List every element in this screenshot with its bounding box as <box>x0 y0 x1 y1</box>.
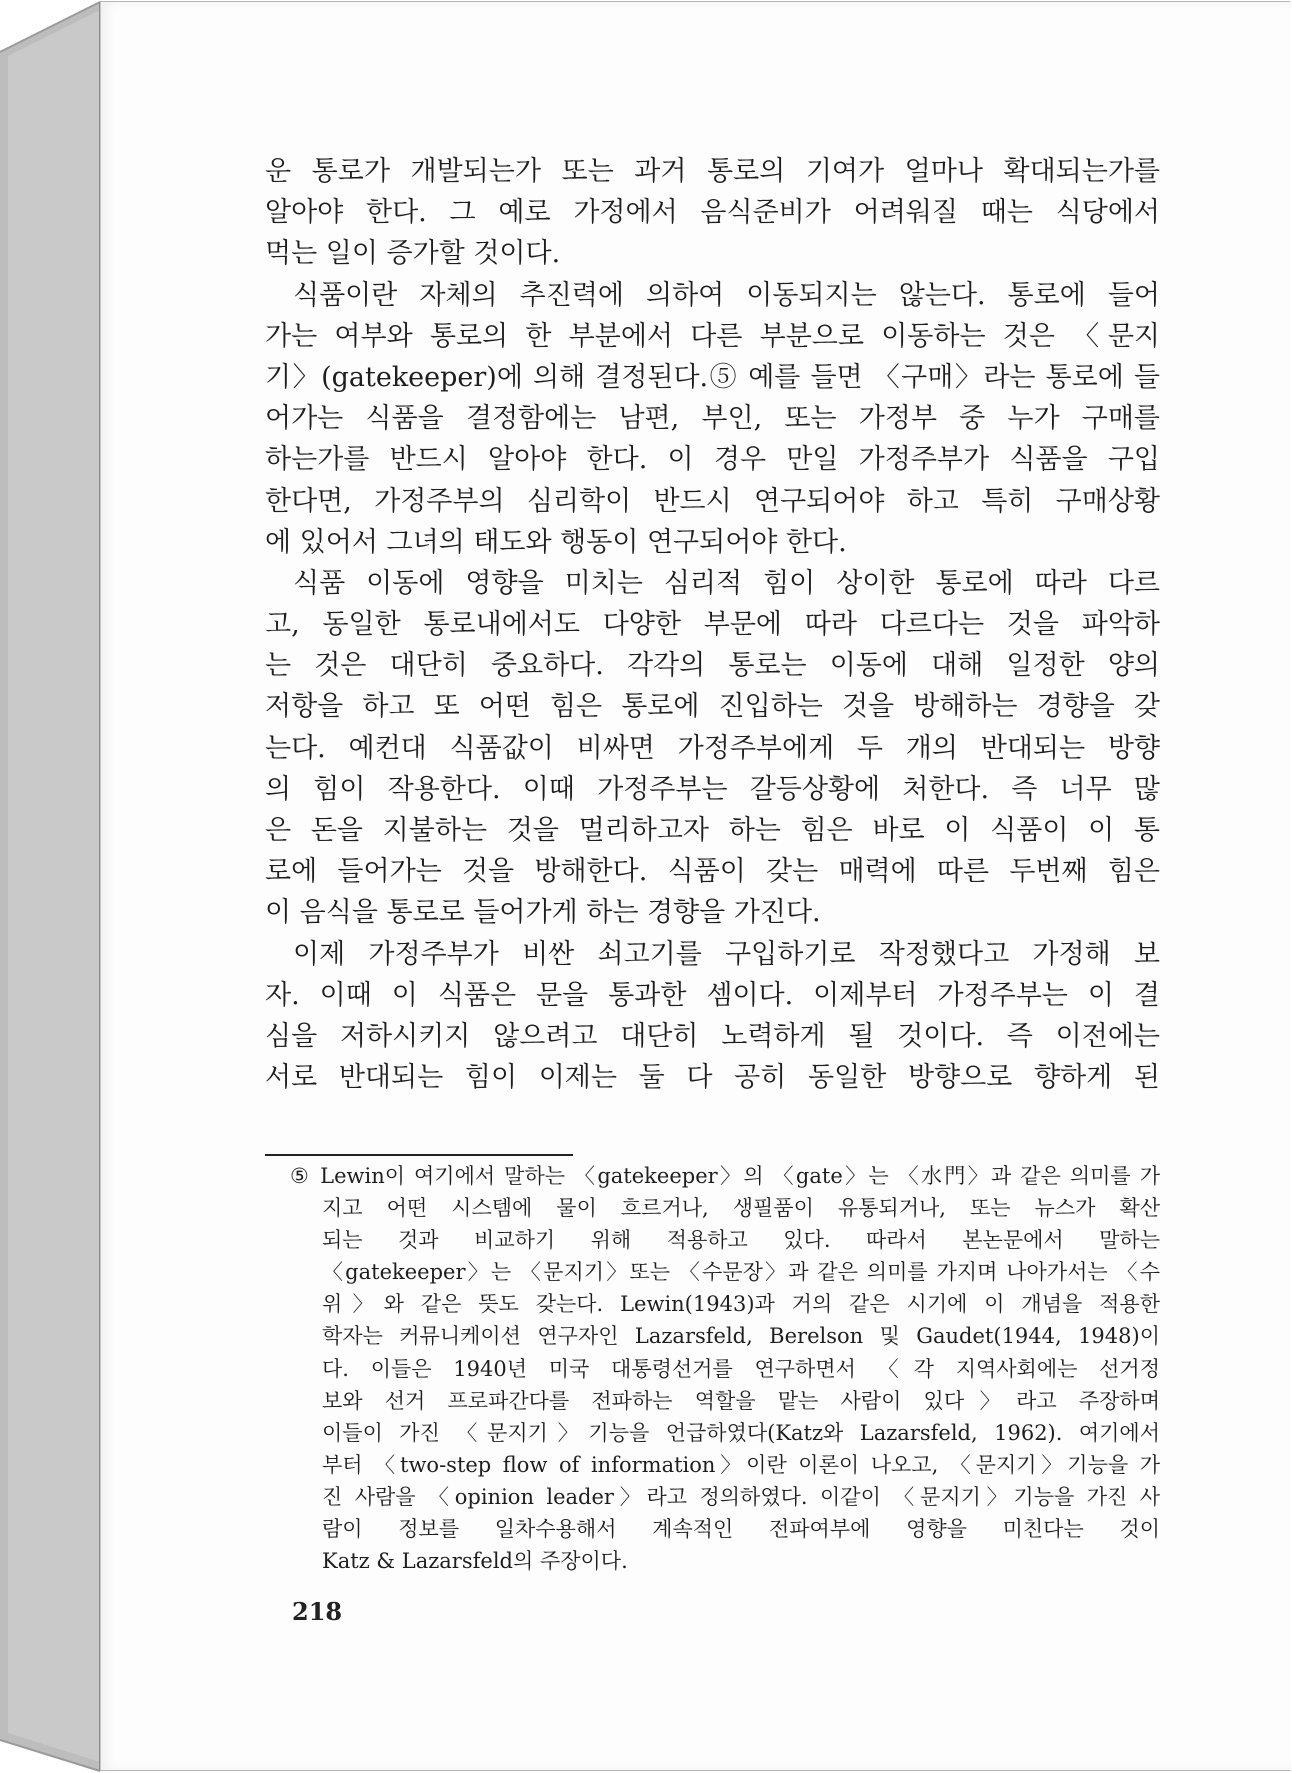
body-line: 어가는 식품을 결정함에는 남편, 부인, 또는 가정부 중 누가 구매를 <box>265 403 1160 435</box>
page-number: 218 <box>292 1597 343 1626</box>
body-line: 저항을 하고 또 어떤 힘은 통로에 진입하는 것을 방해하는 경향을 갖 <box>265 691 1160 723</box>
footnote-divider <box>265 1154 573 1156</box>
footnote-line: 위〉와 같은 뜻도 갖는다. Lewin(1943)과 거의 같은 시기에 이 개념을 적용한 <box>322 1292 1160 1317</box>
footnote-line: 이들이 가진 〈문지기〉기능을 언급하였다(Katz와 Lazarsfeld, 1962). 여기에서 <box>322 1420 1160 1445</box>
footnote-line: ⑤ Lewin이 여기에서 말하는 〈gatekeeper〉의 〈gate〉는 〈水門〉과 같은 의미를 가 <box>290 1164 1160 1188</box>
body-line: 기〉(gatekeeper)에 의해 결정된다.⑤ 예를 들면 〈구매〉라는 통로에 들 <box>265 361 1160 393</box>
body-line: 서로 반대되는 힘이 이제는 둘 다 공히 동일한 방향으로 향하게 된 <box>265 1062 1160 1094</box>
body-text <box>265 151 1160 1098</box>
body-line: 식품이란 자체의 추진력에 의하여 이동되지는 않는다. 통로에 들어 <box>293 279 1160 311</box>
body-line: 하는가를 반드시 알아야 한다. 이 경우 만일 가정주부가 식품을 구입 <box>265 444 1160 476</box>
body-line: 은 돈을 지불하는 것을 멀리하고자 하는 힘은 바로 이 식품이 이 통 <box>265 815 1160 846</box>
footnote-line: 보와 선거 프로파간다를 전파하는 역할을 맡는 사람이 있다〉라고 주장하며 <box>322 1388 1160 1413</box>
body-line: 로에 들어가는 것을 방해한다. 식품이 갖는 매력에 따른 두번째 힘은 <box>265 856 1160 888</box>
footnote-line: 부터 〈two-step flow of information〉이란 이론이 나오고, 〈문지기〉기능을 가 <box>322 1452 1160 1477</box>
body-line: 한다면, 가정주부의 심리학이 반드시 연구되어야 하고 특히 구매상황 <box>265 485 1160 517</box>
body-line: 가는 여부와 통로의 한 부분에서 다른 부분으로 이동하는 것은 〈문지 <box>265 320 1160 352</box>
footnote-line: 〈gatekeeper〉는 〈문지기〉또는 〈수문장〉과 같은 의미를 가지며 나아가서는 〈수 <box>322 1260 1160 1285</box>
footnote-line: 지고 어떤 시스템에 물이 흐르거나, 생필품이 유통되거나, 또는 뉴스가 확산 <box>322 1196 1160 1221</box>
footnote-line: 다. 이들은 1940년 미국 대통령선거를 연구하면서 〈각 지역사회에는 선거정 <box>322 1356 1160 1381</box>
body-line: 이제 가정주부가 비싼 쇠고기를 구입하기로 작정했다고 가정해 보 <box>293 938 1160 970</box>
body-line: 운 통로가 개발되는가 또는 과거 통로의 기여가 얼마나 확대되는가를 <box>265 156 1160 187</box>
body-line: 먹는 일이 증가할 것이다. <box>265 238 561 270</box>
footnote-line: 진 사람을 〈opinion leader〉라고 정의하였다. 이같이 〈문지기〉기능을 가진 사 <box>322 1484 1160 1509</box>
body-line: 는다. 예컨대 식품값이 비싸면 가정주부에게 두 개의 반대되는 방향 <box>265 732 1160 764</box>
footnote-line: Katz & Lazarsfeld의 주장이다. <box>322 1549 628 1574</box>
body-line: 자. 이때 이 식품은 문을 통과한 셈이다. 이제부터 가정주부는 이 결 <box>265 979 1160 1011</box>
body-line: 이 음식을 통로로 들어가게 하는 경향을 가진다. <box>265 897 821 929</box>
body-line: 알아야 한다. 그 예로 가정에서 음식준비가 어려워질 때는 식당에서 <box>265 197 1160 229</box>
footnote <box>290 1160 1160 1577</box>
body-line: 에 있어서 그녀의 태도와 행동이 연구되어야 한다. <box>265 526 847 558</box>
footnote-line: 람이 정보를 일차수용해서 계속적인 전파여부에 영향을 미친다는 것이 <box>322 1517 1160 1542</box>
footnote-line: 학자는 커뮤니케이션 연구자인 Lazarsfeld, Berelson 및 Gaudet(1944, 1948)이 <box>322 1324 1160 1349</box>
footnote-line: 되는 것과 비교하기 위해 적용하고 있다. 따라서 본논문에서 말하는 <box>322 1228 1160 1253</box>
body-line: 고, 동일한 통로내에서도 다양한 부문에 따라 다르다는 것을 파악하 <box>265 609 1160 641</box>
body-line: 심을 저하시키지 않으려고 대단히 노력하게 될 것이다. 즉 이전에는 <box>265 1020 1160 1052</box>
body-line: 는 것은 대단히 중요하다. 각각의 통로는 이동에 대해 일정한 양의 <box>265 650 1160 682</box>
body-line: 의 힘이 작용한다. 이때 가정주부는 갈등상황에 처한다. 즉 너무 많 <box>265 773 1160 805</box>
body-line: 식품 이동에 영향을 미치는 심리적 힘이 상이한 통로에 따라 다르 <box>293 567 1160 599</box>
